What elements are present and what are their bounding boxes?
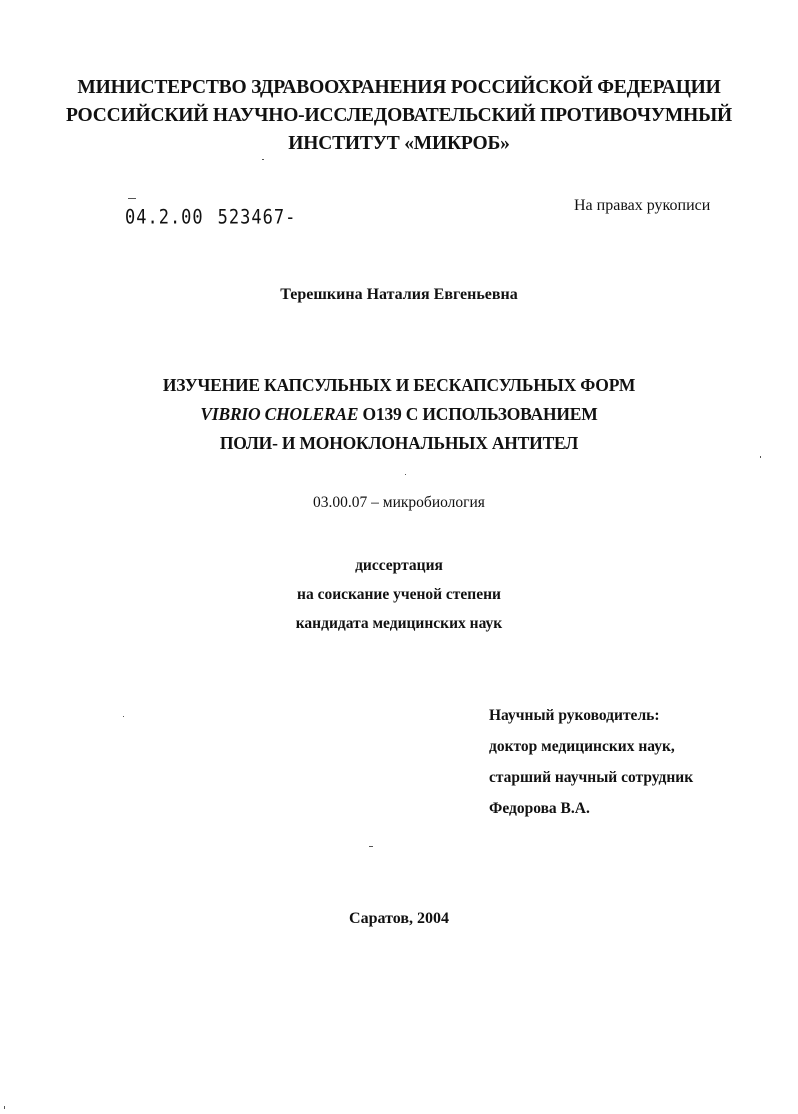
supervisor-degree: доктор медицинских наук,	[489, 738, 675, 755]
supervisor-position: старший научный сотрудник	[489, 769, 694, 786]
scan-speck	[369, 846, 373, 847]
scan-speck	[4, 1106, 5, 1109]
scan-speck	[123, 716, 124, 717]
supervisor-name: Федорова В.А.	[489, 800, 590, 817]
scan-speck	[760, 456, 761, 458]
scan-speck	[405, 474, 406, 475]
city-year: Саратов, 2004	[349, 910, 449, 927]
author-name: Терешкина Наталия Евгеньевна	[280, 286, 518, 303]
institute-short-name: ИНСТИТУТ «МИКРОБ»	[288, 133, 510, 154]
institution-header	[0, 74, 798, 158]
title-line-1: ИЗУЧЕНИЕ КАПСУЛЬНЫХ И БЕСКАПСУЛЬНЫХ ФОРМ	[162, 375, 636, 395]
scan-speck	[128, 198, 136, 199]
degree-statement	[0, 551, 798, 638]
species-name: VIBRIO CHOLERAE	[200, 404, 359, 424]
dissertation-title	[0, 371, 798, 458]
degree-line-1: диссертация	[355, 557, 443, 574]
stamp-date: 04.2.00	[125, 206, 204, 229]
specialty-code: 03.00.07 – микробиология	[313, 494, 485, 511]
scan-speck	[262, 159, 264, 160]
ministry-name: МИНИСТЕРСТВО ЗДРАВООХРАНЕНИЯ РОССИЙСКОЙ ФЕДЕРАЦИИ	[77, 77, 721, 98]
institute-name: РОССИЙСКИЙ НАУЧНО-ИССЛЕДОВАТЕЛЬСКИЙ ПРОТИВОЧУМНЫЙ	[65, 105, 733, 126]
degree-line-3: кандидата медицинских наук	[295, 615, 503, 632]
stamp-number: 523467-	[217, 206, 297, 229]
title-line-2-rest: O139 С ИСПОЛЬЗОВАНИЕМ	[358, 404, 598, 424]
title-line-3: ПОЛИ- И МОНОКЛОНАЛЬНЫХ АНТИТЕЛ	[219, 433, 579, 453]
supervisor-label: Научный руководитель:	[489, 707, 660, 724]
supervisor-block	[489, 700, 693, 824]
degree-line-2: на соискание ученой степени	[297, 586, 501, 603]
archive-stamp	[125, 206, 296, 229]
manuscript-rights-note: На правах рукописи	[574, 197, 711, 214]
title-line-2	[0, 400, 798, 429]
